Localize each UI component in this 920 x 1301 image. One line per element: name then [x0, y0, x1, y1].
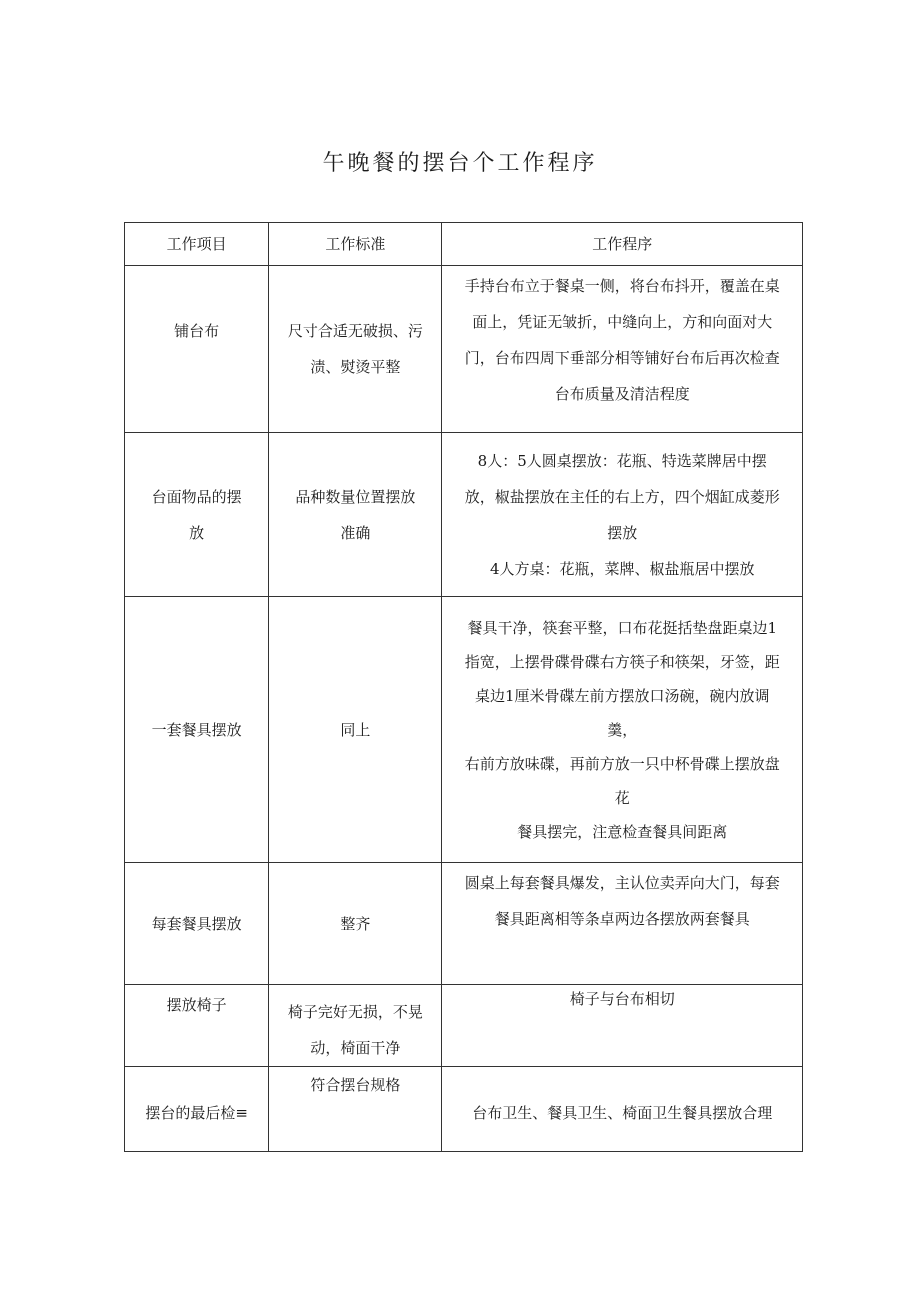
cell-procedure-text: 手持台布立于餐桌一侧，将台布抖开，覆盖在桌 面上，凭证无皱折，中缝向上，方和向面对大 门，台布四周下垂部分相等铺好台布后再次检查 台布质量及清洁程度: [464, 277, 780, 403]
cell-standard-text: 椅子完好无损，不晃 动，椅面干净: [287, 1002, 423, 1057]
cell-standard-text: 同上: [340, 720, 371, 739]
cell-procedure: [442, 1067, 803, 1152]
cell-item: [125, 433, 269, 597]
page-title: 午晚餐的摆台个工作程序: [322, 151, 598, 176]
procedure-table: [124, 222, 803, 1152]
cell-procedure-text: 台布卫生、餐具卫生、椅面卫生餐具摆放合理: [472, 1104, 773, 1122]
table-row: [125, 1067, 803, 1152]
table-row: [125, 863, 803, 985]
cell-item-text: 一套餐具摆放: [151, 720, 242, 739]
cell-item: [125, 597, 269, 863]
cell-standard: [269, 433, 442, 597]
cell-standard: [269, 1067, 442, 1152]
cell-procedure: [442, 433, 803, 597]
cell-item: [125, 985, 269, 1067]
table-row: [125, 266, 803, 433]
cell-procedure-text: 8人：5人圆桌摆放：花瓶、特选菜牌居中摆 放，椒盐摆放在主任的右上方，四个烟缸成菱形 摆放 4人方桌：花瓶，菜牌、椒盐瓶居中摆放: [464, 451, 780, 578]
cell-standard: [269, 266, 442, 433]
cell-item-text: 摆台的最后检≡: [145, 1104, 248, 1122]
cell-standard: [269, 985, 442, 1067]
cell-procedure: [442, 266, 803, 433]
header-standard: 工作标准: [269, 223, 442, 266]
cell-item-text: 铺台布: [174, 322, 220, 340]
cell-item: [125, 1067, 269, 1152]
cell-standard-text: 尺寸合适无破损、污 渍、熨烫平整: [287, 322, 423, 376]
cell-item-text: 摆放椅子: [166, 996, 227, 1014]
cell-procedure: [442, 985, 803, 1067]
cell-standard: [269, 863, 442, 985]
header-item: 工作项目: [125, 223, 269, 266]
cell-item: [125, 863, 269, 985]
header-procedure: 工作程序: [442, 223, 803, 266]
cell-procedure-text: 圆桌上每套餐具爆发，主认位卖弄向大门，每套 餐具距离相等条卓两边各摆放两套餐具: [464, 874, 780, 928]
cell-procedure: [442, 863, 803, 985]
cell-item-text: 每套餐具摆放: [151, 914, 242, 933]
cell-item-text: 台面物品的摆 放: [151, 487, 242, 542]
table-header-row: [125, 223, 803, 266]
cell-item: [125, 266, 269, 433]
cell-standard-text: 整齐: [340, 914, 371, 933]
cell-procedure-text: 椅子与台布相切: [569, 990, 675, 1008]
table-row: [125, 985, 803, 1067]
cell-standard: [269, 597, 442, 863]
cell-procedure-text: 餐具干净，筷套平整，口布花挺括垫盘距桌边1 指宽，上摆骨碟骨碟右方筷子和筷架，牙签，距 桌边1厘米骨碟左前方摆放口汤碗，碗内放调 羹， 右前方放味碟，再前方放一只中杯骨碟上摆放盘 花 餐具摆完，注意检查餐具间距离: [464, 618, 780, 841]
cell-procedure: [442, 597, 803, 863]
cell-standard-text: 品种数量位置摆放 准确: [295, 487, 416, 542]
table-row: [125, 433, 803, 597]
cell-standard-text: 符合摆台规格: [310, 1076, 401, 1094]
table-row: [125, 597, 803, 863]
